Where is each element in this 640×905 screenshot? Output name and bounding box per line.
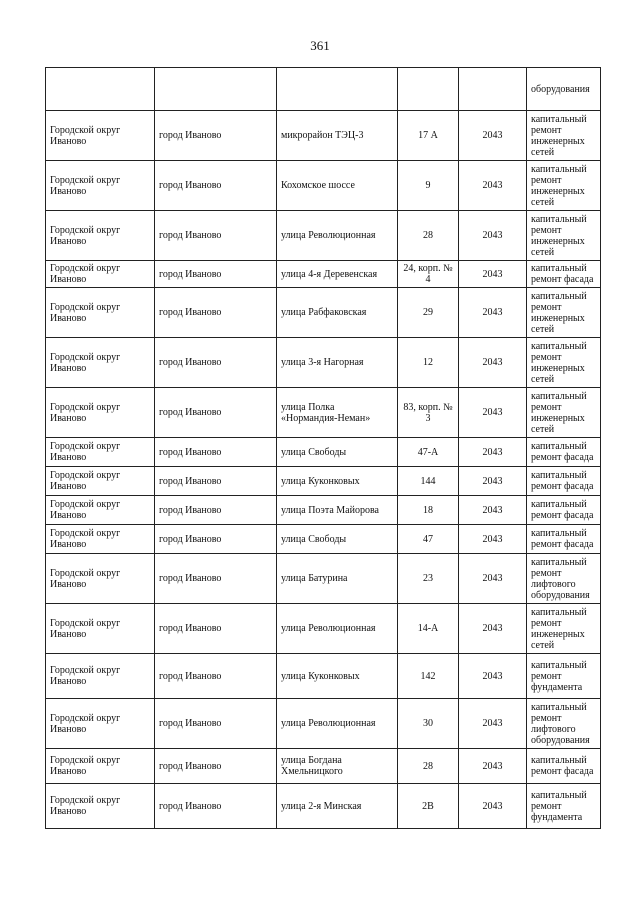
- house-text: 17 А: [418, 130, 438, 141]
- district-cell: [46, 68, 155, 111]
- city-cell: [155, 654, 277, 699]
- city-cell: [155, 111, 277, 161]
- city-cell: [155, 438, 277, 467]
- year-cell: [459, 654, 527, 699]
- work-type-cell: [527, 261, 601, 288]
- city-text: город Иваново: [159, 475, 222, 487]
- work-type-cell: [527, 525, 601, 554]
- street-cell: [277, 288, 398, 338]
- street-cell: [277, 261, 398, 288]
- year-cell: [459, 288, 527, 338]
- house-text: 28: [423, 230, 433, 241]
- work-type-cell: [527, 604, 601, 654]
- table-row: [46, 604, 601, 654]
- district-cell: [46, 784, 155, 829]
- district-cell: [46, 388, 155, 438]
- work-type-cell: [527, 784, 601, 829]
- work-type-cell: [527, 654, 601, 699]
- district-text: Городской округ Иваново: [50, 567, 121, 590]
- house-text: 12: [423, 357, 433, 368]
- table-row: [46, 699, 601, 749]
- table-row: [46, 749, 601, 784]
- district-cell: [46, 496, 155, 525]
- work-type-cell: [527, 438, 601, 467]
- city-cell: [155, 467, 277, 496]
- year-cell: [459, 111, 527, 161]
- district-cell: [46, 467, 155, 496]
- district-cell: [46, 654, 155, 699]
- year-text: 2043: [482, 180, 503, 191]
- house-cell: [398, 438, 459, 467]
- district-text: Городской округ Иваново: [50, 351, 121, 374]
- page-number: 361: [310, 38, 330, 53]
- year-text: 2043: [482, 407, 503, 418]
- house-text: 2В: [422, 800, 434, 812]
- table-row-continued: [46, 68, 601, 111]
- table-row: [46, 438, 601, 467]
- table-row: [46, 288, 601, 338]
- table-body: [46, 68, 601, 829]
- street-cell: [277, 111, 398, 161]
- street-text: улица Революционная: [281, 623, 376, 634]
- work-type-text: капитальный ремонт фасада: [531, 755, 594, 777]
- city-cell: [155, 496, 277, 525]
- house-cell: [398, 525, 459, 554]
- year-text: 2043: [482, 268, 503, 280]
- district-text: Городской округ Иваново: [50, 712, 121, 735]
- year-cell: [459, 388, 527, 438]
- city-cell: [155, 261, 277, 288]
- house-cell: [398, 288, 459, 338]
- street-cell: [277, 496, 398, 525]
- year-text: 2043: [482, 670, 503, 682]
- house-text: 142: [420, 670, 436, 682]
- work-type-text: капитальный ремонт инженерных сетей: [531, 113, 587, 158]
- city-cell: [155, 784, 277, 829]
- work-type-text: капитальный ремонт инженерных сетей: [531, 606, 587, 651]
- work-type-cell: [527, 749, 601, 784]
- year-cell: [459, 496, 527, 525]
- street-text: Кохомское шоссе: [281, 180, 355, 191]
- city-cell: [155, 554, 277, 604]
- district-cell: [46, 525, 155, 554]
- district-text: Городской округ Иваново: [50, 174, 121, 197]
- street-text: улица 2-я Минская: [281, 800, 362, 812]
- year-cell: [459, 525, 527, 554]
- city-text: город Иваново: [159, 357, 222, 368]
- year-text: 2043: [482, 307, 503, 318]
- work-type-text: капитальный ремонт лифтового оборудования: [531, 701, 590, 746]
- year-text: 2043: [482, 504, 503, 516]
- district-text: Городской округ Иваново: [50, 470, 121, 492]
- street-text: улица Свободы: [281, 446, 347, 458]
- house-text: 28: [423, 760, 433, 772]
- work-type-cell: [527, 68, 601, 111]
- house-cell: [398, 111, 459, 161]
- year-cell: [459, 467, 527, 496]
- year-cell: [459, 784, 527, 829]
- house-text: 144: [420, 475, 436, 487]
- housing-repair-table: [45, 67, 601, 829]
- year-cell: [459, 211, 527, 261]
- city-text: город Иваново: [159, 307, 222, 318]
- city-text: город Иваново: [159, 800, 222, 812]
- street-text: улица Богдана Хмельницкого: [281, 755, 343, 777]
- year-cell: [459, 699, 527, 749]
- work-type-text: капитальный ремонт фасада: [531, 263, 594, 285]
- city-cell: [155, 388, 277, 438]
- year-text: 2043: [482, 130, 503, 141]
- table-row: [46, 467, 601, 496]
- work-type-text: капитальный ремонт инженерных сетей: [531, 213, 587, 258]
- house-text: 83, корп. № 3: [403, 401, 453, 424]
- table-row: [46, 496, 601, 525]
- city-text: город Иваново: [159, 180, 222, 191]
- city-text: город Иваново: [159, 623, 222, 634]
- street-cell: [277, 784, 398, 829]
- year-text: 2043: [482, 623, 503, 634]
- house-text: 23: [423, 573, 433, 584]
- work-type-text: капитальный ремонт фасада: [531, 441, 594, 463]
- street-text: улица Куконковых: [281, 670, 360, 682]
- street-cell: [277, 554, 398, 604]
- street-text: улица Свободы: [281, 533, 347, 545]
- house-text: 30: [423, 718, 433, 729]
- street-text: улица 4-я Деревенская: [281, 268, 378, 280]
- city-cell: [155, 338, 277, 388]
- street-cell: [277, 338, 398, 388]
- work-type-cell: [527, 554, 601, 604]
- table-row: [46, 654, 601, 699]
- city-text: город Иваново: [159, 446, 222, 458]
- district-cell: [46, 338, 155, 388]
- district-text: Городской округ Иваново: [50, 617, 121, 640]
- district-text: Городской округ Иваново: [50, 124, 121, 147]
- work-type-text: капитальный ремонт лифтового оборудования: [531, 556, 590, 601]
- table-row: [46, 338, 601, 388]
- work-type-cell: [527, 388, 601, 438]
- district-cell: [46, 554, 155, 604]
- house-text: 29: [423, 307, 433, 318]
- year-text: 2043: [482, 230, 503, 241]
- city-text: город Иваново: [159, 718, 222, 729]
- city-text: город Иваново: [159, 533, 222, 545]
- street-text: улица Куконковых: [281, 475, 360, 487]
- work-type-text: капитальный ремонт инженерных сетей: [531, 163, 587, 208]
- house-text: 14-А: [417, 623, 439, 634]
- work-type-cell: [527, 496, 601, 525]
- house-cell: [398, 161, 459, 211]
- year-text: 2043: [482, 533, 503, 545]
- street-cell: [277, 749, 398, 784]
- district-cell: [46, 749, 155, 784]
- table-row: [46, 261, 601, 288]
- street-cell: [277, 388, 398, 438]
- district-cell: [46, 438, 155, 467]
- house-cell: [398, 338, 459, 388]
- street-text: улица 3-я Нагорная: [281, 357, 364, 368]
- district-text: Городской округ Иваново: [50, 263, 121, 285]
- work-type-cell: [527, 467, 601, 496]
- table-row: [46, 554, 601, 604]
- district-cell: [46, 604, 155, 654]
- city-text: город Иваново: [159, 130, 222, 141]
- city-cell: [155, 525, 277, 554]
- street-cell: [277, 525, 398, 554]
- work-type-cell: [527, 288, 601, 338]
- work-type-text: капитальный ремонт фундамента: [531, 789, 587, 823]
- district-text: Городской округ Иваново: [50, 665, 121, 687]
- year-text: 2043: [482, 760, 503, 772]
- house-text: 9: [425, 180, 431, 191]
- city-cell: [155, 288, 277, 338]
- city-text: город Иваново: [159, 670, 222, 682]
- year-text: 2043: [482, 446, 503, 458]
- year-cell: [459, 438, 527, 467]
- house-cell: [398, 68, 459, 111]
- year-cell: [459, 554, 527, 604]
- table-row: [46, 388, 601, 438]
- year-text: 2043: [482, 800, 503, 812]
- house-cell: [398, 654, 459, 699]
- house-cell: [398, 211, 459, 261]
- house-cell: [398, 749, 459, 784]
- district-cell: [46, 699, 155, 749]
- work-type-cell: [527, 161, 601, 211]
- street-cell: [277, 211, 398, 261]
- city-cell: [155, 161, 277, 211]
- year-cell: [459, 749, 527, 784]
- house-text: 47-А: [417, 446, 439, 458]
- district-text: Городской округ Иваново: [50, 795, 121, 817]
- house-cell: [398, 261, 459, 288]
- table-row: [46, 211, 601, 261]
- district-cell: [46, 288, 155, 338]
- district-text: Городской округ Иваново: [50, 441, 121, 463]
- street-cell: [277, 68, 398, 111]
- city-cell: [155, 749, 277, 784]
- street-text: улица Полка «Нормандия-Неман»: [281, 401, 371, 424]
- house-cell: [398, 604, 459, 654]
- city-cell: [155, 604, 277, 654]
- table-row: [46, 525, 601, 554]
- house-text: 47: [423, 533, 433, 545]
- city-text: город Иваново: [159, 504, 222, 516]
- work-type-cell: [527, 211, 601, 261]
- district-text: Городской округ Иваново: [50, 401, 121, 424]
- street-text: улица Революционная: [281, 718, 376, 729]
- street-text: улица Батурина: [281, 573, 348, 584]
- work-type-text: оборудования: [531, 83, 590, 95]
- table-row: [46, 111, 601, 161]
- year-cell: [459, 161, 527, 211]
- district-text: Городской округ Иваново: [50, 224, 121, 247]
- work-type-text: капитальный ремонт инженерных сетей: [531, 290, 587, 335]
- street-cell: [277, 467, 398, 496]
- work-type-text: капитальный ремонт фасада: [531, 528, 594, 550]
- district-cell: [46, 261, 155, 288]
- street-cell: [277, 161, 398, 211]
- year-text: 2043: [482, 357, 503, 368]
- street-cell: [277, 604, 398, 654]
- street-text: микрорайон ТЭЦ-3: [281, 130, 364, 141]
- work-type-cell: [527, 111, 601, 161]
- city-text: город Иваново: [159, 760, 222, 772]
- district-cell: [46, 111, 155, 161]
- city-cell: [155, 68, 277, 111]
- table-row: [46, 161, 601, 211]
- work-type-cell: [527, 338, 601, 388]
- street-text: улица Революционная: [281, 230, 376, 241]
- district-text: Городской округ Иваново: [50, 301, 121, 324]
- street-text: улица Поэта Майорова: [281, 504, 379, 516]
- work-type-text: капитальный ремонт фасада: [531, 470, 594, 492]
- work-type-text: капитальный ремонт фундамента: [531, 659, 587, 693]
- work-type-cell: [527, 699, 601, 749]
- city-cell: [155, 699, 277, 749]
- city-text: город Иваново: [159, 230, 222, 241]
- street-text: улица Рабфаковская: [281, 307, 367, 318]
- street-cell: [277, 699, 398, 749]
- year-cell: [459, 68, 527, 111]
- house-cell: [398, 699, 459, 749]
- work-type-text: капитальный ремонт инженерных сетей: [531, 390, 587, 435]
- table-row: [46, 784, 601, 829]
- house-cell: [398, 554, 459, 604]
- city-text: город Иваново: [159, 268, 222, 280]
- year-text: 2043: [482, 475, 503, 487]
- year-cell: [459, 261, 527, 288]
- district-text: Городской округ Иваново: [50, 499, 121, 521]
- house-cell: [398, 467, 459, 496]
- house-text: 18: [423, 504, 433, 516]
- district-text: Городской округ Иваново: [50, 755, 121, 777]
- city-text: город Иваново: [159, 573, 222, 584]
- district-cell: [46, 161, 155, 211]
- year-cell: [459, 604, 527, 654]
- street-cell: [277, 438, 398, 467]
- city-text: город Иваново: [159, 407, 222, 418]
- house-cell: [398, 784, 459, 829]
- year-cell: [459, 338, 527, 388]
- work-type-text: капитальный ремонт фасада: [531, 499, 594, 521]
- district-cell: [46, 211, 155, 261]
- year-text: 2043: [482, 573, 503, 584]
- street-cell: [277, 654, 398, 699]
- city-cell: [155, 211, 277, 261]
- house-cell: [398, 388, 459, 438]
- year-text: 2043: [482, 718, 503, 729]
- house-cell: [398, 496, 459, 525]
- house-text: 24, корп. № 4: [403, 263, 453, 285]
- district-text: Городской округ Иваново: [50, 528, 121, 550]
- work-type-text: капитальный ремонт инженерных сетей: [531, 340, 587, 385]
